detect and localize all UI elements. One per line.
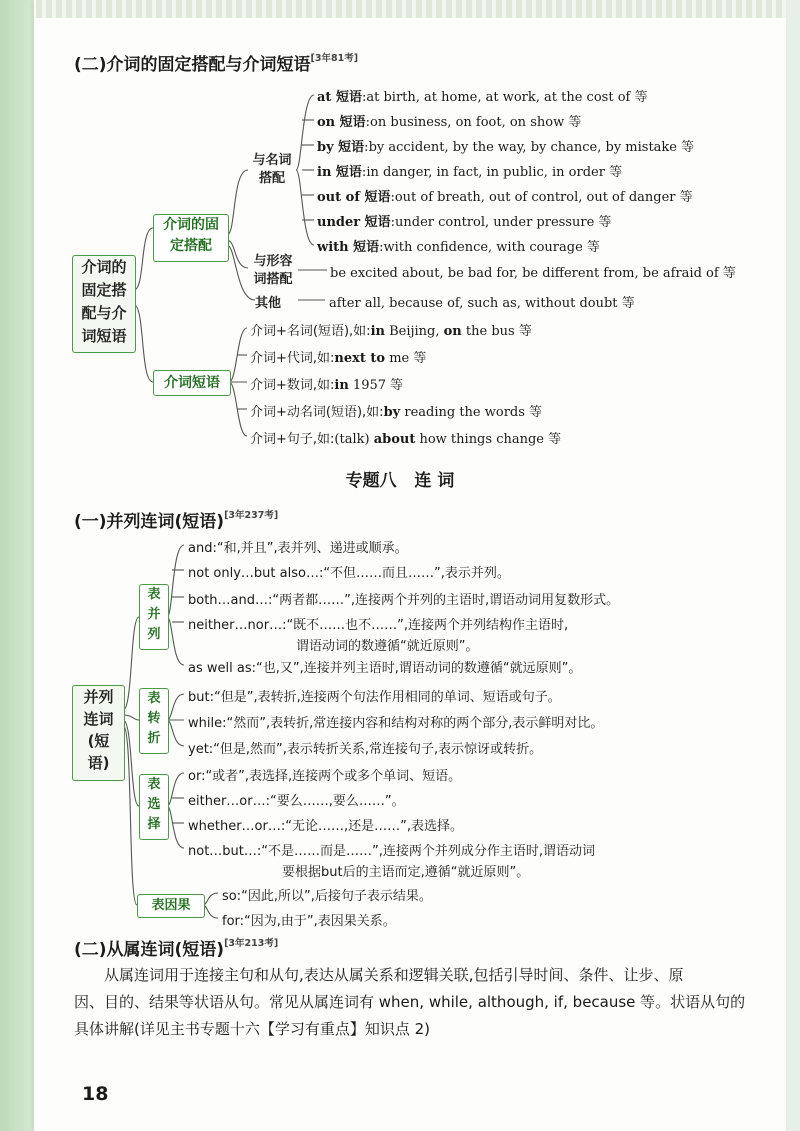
label-with-adj: 与形容 词搭配 [253,254,293,287]
noun-item-out-of: out of 短语:out of breath, out of control, out of danger 等 [317,190,693,205]
coord-item-for: for:“因为,由于”,表因果关系。 [222,914,396,929]
phrase-item-pronoun: 介词+代词,如:next to me 等 [250,351,427,366]
coord-item-not-only: not only…but also…:“不但……而且……”,表示并列。 [188,566,510,581]
coord-item-so: so:“因此,所以”,后接句子表示结果。 [222,889,432,904]
group-parallel: 表 并 列 [139,584,169,650]
group-contrast: 表 转 折 [139,688,169,754]
noun-item-at: at 短语:at birth, at home, at work, at the cost of 等 [317,90,648,105]
exam-tag: [3年237考] [224,510,279,521]
coord-item-as-well-as: as well as:“也,又”,连接并列主语时,谓语动词的数遵循“就远原则”。 [188,661,582,676]
noun-item-on: on 短语:on business, on foot, on show 等 [317,115,582,130]
group-choice: 表 选 择 [139,774,169,840]
phrase-item-gerund: 介词+动名词(短语),如:by reading the words 等 [250,405,543,420]
subord-paragraph: 从属连词用于连接主句和从句,表达从属关系和逻辑关联,包括引导时间、条件、让步、原 因、目的、结果等状语从句。常见从属连词有 when, while, although, if, because 等。状语从句的 具体讲解(详见主书专题十六【学习有重点】知识点 2) [74,966,746,1038]
node-fixed-collocation: 介词的固 定搭配 [153,214,229,262]
exam-tag: [3年81考] [310,53,359,64]
coord-item-both: both…and…:“两者都……”,连接两个并列的主语时,谓语动词用复数形式。 [188,593,620,608]
section-heading-subord [74,935,278,960]
exam-tag: [3年213考] [224,938,279,949]
noun-item-in: in 短语:in danger, in fact, in public, in order 等 [317,165,623,180]
coord-item-but: but:“但是”,表转折,连接两个句法作用相同的单词、短语或句子。 [188,690,561,705]
coord-item-neither-cont: 谓语动词的数遵循“就近原则”。 [296,639,479,654]
phrase-item-clause: 介词+句子,如:(talk) about how things change 等 [250,432,562,447]
tree-root-coord: 并列 连词 (短 语) [72,685,125,781]
coord-item-and: and:“和,并且”,表并列、递进或顺承。 [188,541,408,556]
phrase-item-noun: 介词+名词(短语),如:in Beijing, on the bus 等 [250,324,532,339]
coord-item-not-but-cont: 要根据but后的主语而定,遵循“就近原则”。 [282,865,530,880]
topic-title: 专题八 连 词 [345,471,455,491]
noun-item-under: under 短语:under control, under pressure 等 [317,215,612,230]
group-cause: 表因果 [137,894,205,918]
coord-item-whether: whether…or…:“无论……,还是……”,表选择。 [188,819,463,834]
coord-item-not-but: not…but…:“不是……而是……”,连接两个并列成分作主语时,谓语动词 [188,844,595,859]
section-title: (二)从属连词(短语) [74,940,225,960]
noun-item-with: with 短语:with confidence, with courage 等 [317,240,600,255]
adj-collocations: be excited about, be bad for, be different from, be afraid of 等 [330,266,736,281]
section-title: (二)介词的固定搭配与介词短语 [74,55,311,75]
label-with-noun: 与名词 搭配 [252,153,292,186]
phrase-item-number: 介词+数词,如:in 1957 等 [250,378,404,393]
coord-item-either: either…or…:“要么……,要么……”。 [188,794,405,809]
coord-item-neither: neither…nor…:“既不……也不……”,连接两个并列结构作主语时, [188,618,569,633]
other-collocations: after all, because of, such as, without doubt 等 [329,296,635,311]
coord-item-yet: yet:“但是,然而”,表示转折关系,常连接句子,表示惊讶或转折。 [188,742,543,757]
node-prep-phrase: 介词短语 [153,370,231,396]
coord-item-while: while:“然而”,表转折,常连接内容和结构对称的两个部分,表示鲜明对比。 [188,716,604,731]
section-heading-coord [74,507,278,532]
coord-item-or: or:“或者”,表选择,连接两个或多个单词、短语。 [188,769,462,784]
section-title: (一)并列连词(短语) [74,512,225,532]
label-other: 其他 [255,296,282,311]
page-number: 18 [82,1083,109,1105]
noun-item-by: by 短语:by accident, by the way, by chance, by mistake 等 [317,140,695,155]
tree-root-prep: 介词的 固定搭 配与介 词短语 [72,255,136,353]
